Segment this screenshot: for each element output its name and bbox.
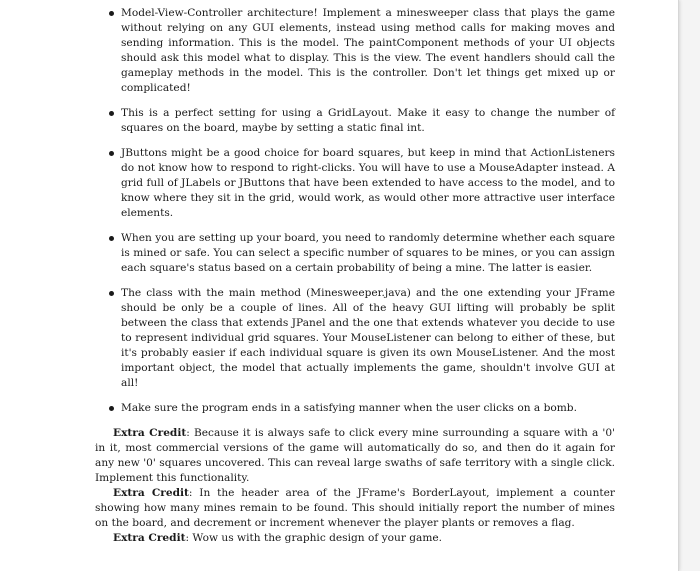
list-item	[95, 401, 615, 416]
extra-credit-text: : Wow us with the graphic design of your game.	[185, 532, 443, 544]
extra-credit-section	[95, 426, 615, 546]
list-item-text: The class with the main method (Minesweeper.java) and the one extending your JFrame should be only be a couple of lines. All of the heavy GUI lifting will probably be split between the class that extends JPanel and the one that extends whatever you decide to use to represent individual grid squares. Your MouseListener can belong to either of these, but it's probably easier if each individual square is given its own MouseListener. And the most important object, the model that actually implements the game, shouldn't involve GUI at all!	[121, 287, 615, 389]
list-item-text: Model-View-Controller architecture! Implement a minesweeper class that plays the game without relying on any GUI elements, instead using method calls for making moves and sending information. This is the model. The paintComponent methods of your UI objects should ask this model what to display. This is the view. The event handlers should call the gameplay methods in the model. This is the controller. Don't let things get mixed up or complicated!	[121, 7, 615, 94]
extra-credit-label: Extra Credit	[113, 487, 189, 499]
requirements-list	[95, 6, 615, 416]
extra-credit-paragraph	[95, 531, 615, 546]
list-item-text: This is a perfect setting for using a GridLayout. Make it easy to change the number of squares on the board, maybe by setting a static final int.	[121, 107, 615, 134]
list-item	[95, 231, 615, 276]
list-item	[95, 146, 615, 221]
extra-credit-paragraph	[95, 486, 615, 531]
extra-credit-text: : In the header area of the JFrame's BorderLayout, implement a counter showing how many mines remain to be found. This should initially report the number of mines on the board, and decrement or increment whenever the player plants or removes a flag.	[95, 487, 615, 529]
bullet-icon	[109, 291, 114, 296]
list-item	[95, 106, 615, 136]
bullet-icon	[109, 151, 114, 156]
list-item-text: When you are setting up your board, you need to randomly determine whether each square is mined or safe. You can select a specific number of squares to be mines, or you can assign each square's status based on a certain probability of being a mine. The latter is easier.	[121, 232, 615, 274]
bullet-icon	[109, 406, 114, 411]
list-item-text: JButtons might be a good choice for board squares, but keep in mind that ActionListeners do not know how to respond to right-clicks. You will have to use a MouseAdapter instead. A grid full of JLabels or JButtons that have been extended to have access to the model, and to know where they sit in the grid, would work, as would other more attractive user interface elements.	[121, 147, 615, 219]
extra-credit-text: : Because it is always safe to click every mine surrounding a square with a '0' in it, most commercial versions of the game will automatically do so, and then do it again for any new '0' squares uncovered. This can reveal large swaths of safe territory with a single click. Implement this functionality.	[95, 427, 615, 484]
list-item	[95, 6, 615, 96]
list-item	[95, 286, 615, 391]
document-content	[95, 6, 615, 546]
extra-credit-paragraph	[95, 426, 615, 486]
bullet-icon	[109, 111, 114, 116]
list-item-text: Make sure the program ends in a satisfying manner when the user clicks on a bomb.	[121, 402, 577, 414]
extra-credit-label: Extra Credit	[113, 427, 187, 439]
bullet-icon	[109, 11, 114, 16]
bullet-icon	[109, 236, 114, 241]
extra-credit-label: Extra Credit	[113, 532, 186, 544]
